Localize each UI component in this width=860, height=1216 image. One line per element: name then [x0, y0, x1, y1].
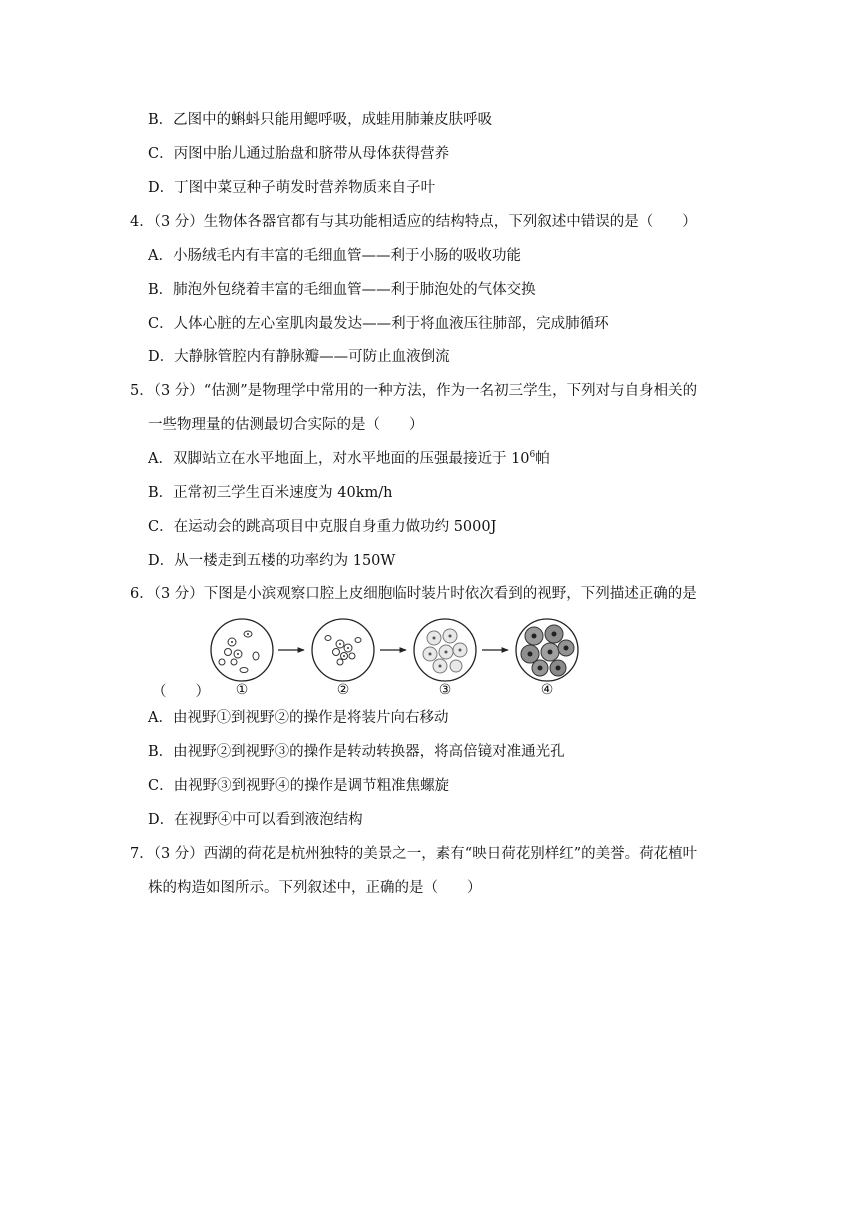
q5-option-d: D．从一楼走到五楼的功率约为 150W: [148, 553, 396, 569]
q5-option-b: B．正常初三学生百米速度为 40km/h: [148, 485, 393, 501]
field-label-1: ①: [235, 682, 249, 698]
q5-option-a-exponent: 6: [529, 450, 536, 460]
q4-option-b: B．肺泡外包绕着丰富的毛细血管——利于肺泡处的气体交换: [148, 282, 536, 298]
field-label-3: ③: [438, 682, 452, 698]
q4-option-c: C．人体心脏的左心室肌肉最发达——利于将血液压往肺部，完成肺循环: [148, 316, 609, 332]
q5-option-c: C．在运动会的跳高项目中克服自身重力做功约 5000J: [148, 519, 497, 535]
q5-option-a-unit: 帕: [535, 451, 550, 467]
q3-option-c: C．丙图中胎儿通过胎盘和脐带从母体获得营养: [148, 146, 450, 162]
q4-stem: 4．（3 分）生物体各器官都有与其功能相适应的结构特点，下列叙述中错误的是（ ）: [130, 214, 697, 230]
microscope-fields-figure: [200, 610, 580, 698]
field-3-circle: [414, 619, 476, 681]
q5-option-a-text: A．双脚站立在水平地面上，对水平地面的压强最接近于 10: [148, 451, 530, 467]
q3-option-b: B．乙图中的蝌蚪只能用鳃呼吸，成蛙用肺兼皮肤呼吸: [148, 112, 493, 128]
q6-option-d: D．在视野④中可以看到液泡结构: [148, 812, 363, 828]
q7-stem-line1: 7．（3 分）西湖的荷花是杭州独特的美景之一，素有“映日荷花别样红”的美誉。荷花植叶: [130, 846, 698, 862]
q3-option-d: D．丁图中菜豆种子萌发时营养物质来自子叶: [148, 180, 436, 196]
q6-option-c: C．由视野③到视野④的操作是调节粗准焦螺旋: [148, 778, 450, 794]
q5-stem-line1: 5．（3 分）“估测”是物理学中常用的一种方法，作为一名初三学生，下列对与自身相关的: [130, 383, 698, 399]
field-1-circle: [211, 619, 273, 681]
q4-option-d: D．大静脉管腔内有静脉瓣——可防止血液倒流: [148, 349, 450, 365]
field-label-2: ②: [336, 682, 350, 698]
q6-answer-paren: （ ）: [152, 684, 210, 700]
q7-stem-line2: 株的构造如图所示。下列叙述中，正确的是（ ）: [148, 880, 482, 896]
field-2-circle: [312, 619, 374, 681]
q6-stem: 6．（3 分）下图是小滨观察口腔上皮细胞临时装片时依次看到的视野，下列描述正确的是: [130, 586, 697, 602]
q4-option-a: A．小肠绒毛内有丰富的毛细血管——利于小肠的吸收功能: [148, 248, 521, 264]
q5-stem-line2: 一些物理量的估测最切合实际的是（ ）: [148, 417, 424, 433]
field-label-4: ④: [540, 682, 554, 698]
q6-option-a: A．由视野①到视野②的操作是将装片向右移动: [148, 710, 449, 726]
q5-option-a: [148, 449, 550, 469]
field-4-circle: [516, 619, 578, 681]
q6-option-b: B．由视野②到视野③的操作是转动转换器，将高倍镜对准通光孔: [148, 744, 565, 760]
